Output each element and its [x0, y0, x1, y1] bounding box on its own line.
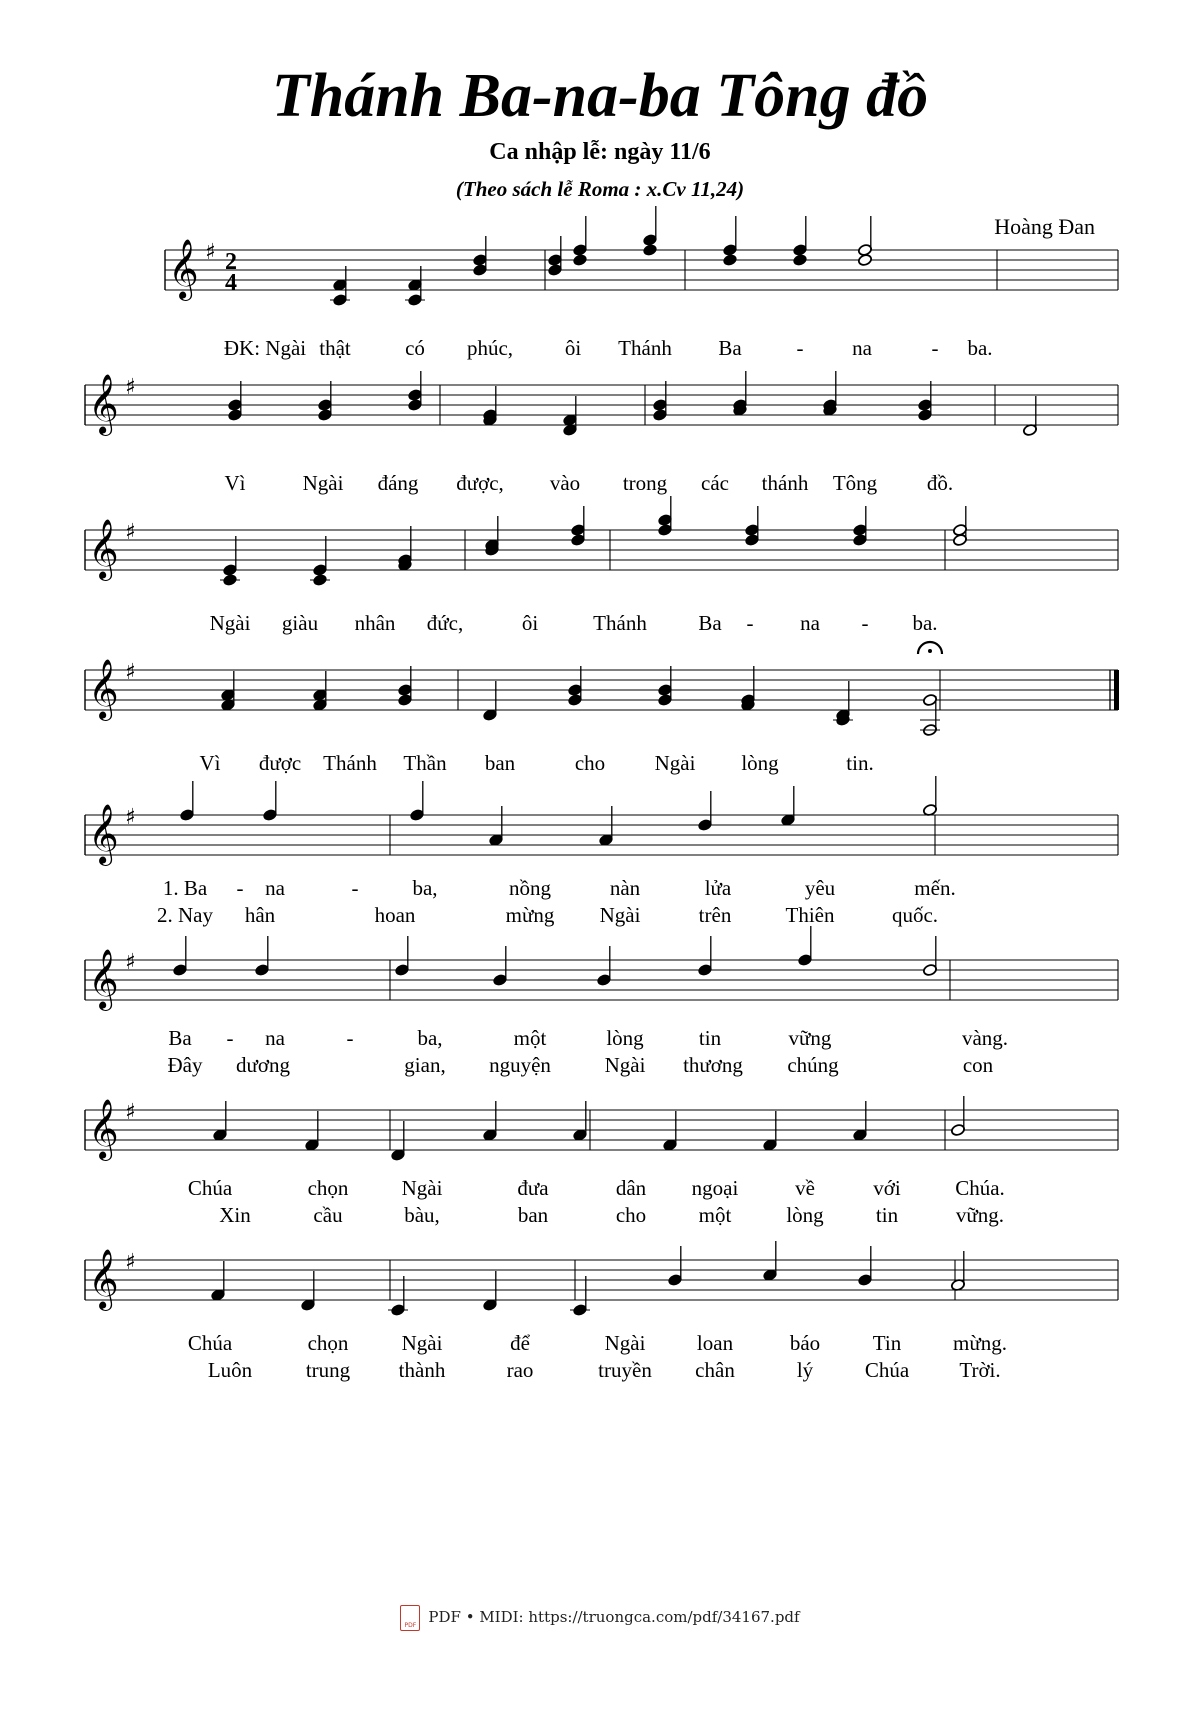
sharp-icon: ♯ — [125, 375, 136, 400]
lyric-syllable: na — [265, 1026, 285, 1050]
lyric-syllable: về — [795, 1176, 815, 1200]
staff-system — [85, 642, 1119, 775]
lyric-syllable: thật — [319, 336, 351, 360]
lyric-syllable: Tin — [872, 1331, 902, 1355]
lyric-syllable: rao — [506, 1358, 534, 1382]
lyric-syllable: đồ. — [926, 471, 954, 495]
lyric-syllable: nàn — [609, 876, 641, 900]
lyric-syllable: báo — [789, 1331, 821, 1355]
lyric-syllable: Chúa — [187, 1176, 233, 1200]
lyric-syllable: Ngài — [599, 903, 641, 927]
lyric-syllable: các — [701, 471, 729, 495]
lyric-syllable: một — [513, 1026, 547, 1050]
lyric-syllable: Đây — [167, 1053, 203, 1077]
final-barline — [1114, 670, 1119, 710]
lyric-syllable: cho — [615, 1203, 647, 1227]
lyric-syllable: Thánh — [593, 611, 647, 635]
lyric-syllable: ban — [517, 1203, 549, 1227]
lyric-syllable: loan — [696, 1331, 734, 1355]
lyric-syllable: chúng — [787, 1053, 839, 1077]
lyric-syllable: mến. — [914, 876, 956, 900]
lyric-syllable: Thánh — [323, 751, 377, 775]
lyric-syllable: na — [265, 876, 285, 900]
lyric-syllable: Ngài — [401, 1176, 443, 1200]
time-signature-bottom: 4 — [225, 270, 237, 296]
staff-system — [85, 371, 1118, 495]
lyric-syllable: Ngài — [654, 751, 696, 775]
lyric-syllable: bàu, — [404, 1203, 440, 1227]
lyric-syllable: với — [873, 1176, 901, 1200]
lyric-syllable: hân — [244, 903, 276, 927]
lyric-syllable: dương — [236, 1053, 290, 1077]
staff-system — [85, 926, 1118, 1077]
lyric-syllable: lý — [796, 1358, 814, 1382]
lyric-syllable: được, — [456, 471, 504, 495]
sharp-icon: ♯ — [125, 950, 136, 975]
lyric-syllable: - — [861, 611, 869, 635]
lyric-syllable: để — [510, 1331, 530, 1355]
treble-clef-icon: 𝄞 — [88, 659, 119, 719]
staff-system — [165, 206, 1118, 360]
lyric-syllable: gian, — [404, 1053, 446, 1077]
lyric-syllable: thương — [683, 1053, 743, 1077]
lyric-syllable: na — [852, 336, 872, 360]
lyric-syllable: - — [346, 1026, 354, 1050]
lyric-syllable: ba, — [417, 1026, 443, 1050]
sharp-icon: ♯ — [125, 1100, 136, 1125]
lyric-syllable: ĐK: Ngài — [223, 336, 307, 360]
lyric-syllable: trên — [698, 903, 732, 927]
lyric-syllable: cầu — [313, 1203, 343, 1227]
lyric-syllable: lòng — [741, 751, 779, 775]
lyric-syllable: Ba — [698, 611, 722, 635]
lyric-syllable: chọn — [307, 1331, 349, 1355]
treble-clef-icon: 𝄞 — [88, 804, 119, 864]
lyric-syllable: cho — [574, 751, 606, 775]
lyric-syllable: - — [351, 876, 359, 900]
lyric-syllable: Chúa. — [955, 1176, 1005, 1200]
lyric-syllable: được — [258, 751, 302, 775]
lyric-syllable: giàu — [281, 611, 319, 635]
treble-clef-icon: 𝄞 — [168, 239, 199, 299]
lyric-syllable: ba. — [967, 336, 993, 360]
lyric-syllable: na — [800, 611, 820, 635]
lyric-syllable: ôi — [564, 336, 582, 360]
lyric-syllable: đưa — [517, 1176, 549, 1200]
lyric-syllable: nồng — [509, 876, 551, 900]
footer-link[interactable]: PDF • MIDI: https://truongca.com/pdf/34167.pdf — [428, 1608, 800, 1626]
lyric-syllable: trong — [622, 471, 668, 495]
lyric-syllable: có — [405, 336, 425, 360]
treble-clef-icon: 𝄞 — [88, 949, 119, 1009]
sharp-icon: ♯ — [125, 805, 136, 830]
lyric-syllable: Ngài — [604, 1331, 646, 1355]
lyric-syllable: Ba — [168, 1026, 192, 1050]
lyric-syllable: Ngài — [209, 611, 251, 635]
composer: Hoàng Đan — [994, 214, 1095, 239]
lyric-syllable: lửa — [704, 876, 732, 900]
treble-clef-icon: 𝄞 — [88, 519, 119, 579]
lyric-syllable: Thiên — [785, 903, 835, 927]
page-title: Thánh Ba-na-ba Tông đồ — [271, 62, 929, 130]
lyric-syllable: phúc, — [466, 336, 514, 360]
lyric-syllable: chọn — [307, 1176, 349, 1200]
lyric-syllable: tin — [875, 1203, 899, 1227]
lyric-syllable: chân — [695, 1358, 735, 1382]
lyric-syllable: đức, — [426, 611, 464, 635]
note-head — [643, 244, 658, 257]
lyric-syllable: Ngài — [401, 1331, 443, 1355]
lyric-syllable: ôi — [521, 611, 539, 635]
time-signature-top: 2 — [225, 249, 237, 275]
footer — [0, 1605, 1200, 1631]
staff-system — [85, 496, 1118, 635]
lyric-syllable: đáng — [377, 471, 419, 495]
lyric-syllable: Trời. — [959, 1358, 1001, 1382]
lyric-syllable: nhân — [354, 611, 396, 635]
lyric-syllable: một — [698, 1203, 732, 1227]
lyric-syllable: Ngài — [604, 1053, 646, 1077]
sharp-icon: ♯ — [125, 660, 136, 685]
treble-clef-icon: 𝄞 — [88, 1099, 119, 1159]
staff-system — [85, 1096, 1118, 1227]
lyric-syllable: Luôn — [207, 1358, 253, 1382]
treble-clef-icon: 𝄞 — [88, 1249, 119, 1309]
lyric-syllable: Chúa — [864, 1358, 910, 1382]
lyric-syllable: Chúa — [187, 1331, 233, 1355]
lyric-syllable: nguyện — [489, 1053, 551, 1077]
fermata-dot — [928, 649, 932, 653]
sharp-icon: ♯ — [125, 1250, 136, 1275]
lyric-syllable: ngoại — [691, 1176, 739, 1200]
lyric-syllable: Xin — [219, 1203, 251, 1227]
staff-system — [85, 1241, 1118, 1382]
lyric-syllable: - — [236, 876, 244, 900]
lyric-syllable: dân — [615, 1176, 647, 1200]
lyric-syllable: ban — [484, 751, 516, 775]
source-note: (Theo sách lễ Roma : x.Cv 11,24) — [455, 177, 745, 201]
pdf-icon[interactable] — [400, 1605, 420, 1631]
lyric-syllable: yêu — [804, 876, 836, 900]
lyric-syllable: mừng. — [953, 1331, 1007, 1355]
lyric-syllable: Thánh — [618, 336, 672, 360]
lyric-syllable: lòng — [606, 1026, 644, 1050]
note-head — [573, 254, 588, 267]
note-head — [723, 254, 738, 267]
lyric-syllable: - — [746, 611, 754, 635]
treble-clef-icon: 𝄞 — [88, 374, 119, 434]
lyric-syllable: lòng — [786, 1203, 824, 1227]
lyric-syllable: quốc. — [891, 903, 939, 927]
lyric-syllable: truyền — [598, 1358, 652, 1382]
lyric-syllable: ba, — [412, 876, 438, 900]
lyric-syllable: 1. Ba — [162, 876, 208, 900]
lyric-syllable: Ngài — [302, 471, 344, 495]
lyric-syllable: vàng. — [961, 1026, 1009, 1050]
lyric-syllable: vững — [788, 1026, 832, 1050]
lyric-syllable: Ba — [718, 336, 742, 360]
note-head — [858, 254, 873, 267]
lyric-syllable: vào — [549, 471, 581, 495]
lyric-syllable: Vì — [224, 471, 246, 495]
lyric-syllable: trung — [305, 1358, 351, 1382]
lyric-syllable: Thần — [403, 751, 447, 775]
lyric-syllable: con — [962, 1053, 994, 1077]
staff-system — [85, 776, 1118, 927]
lyric-syllable: Tông — [832, 471, 878, 495]
lyric-syllable: thành — [398, 1358, 446, 1382]
subtitle: Ca nhập lễ: ngày 11/6 — [489, 139, 711, 165]
lyric-syllable: tin. — [846, 751, 874, 775]
lyric-syllable: hoan — [374, 903, 416, 927]
lyric-syllable: vững. — [955, 1203, 1005, 1227]
lyric-syllable: mừng — [505, 903, 555, 927]
lyric-syllable: thánh — [761, 471, 809, 495]
lyric-syllable: 2. Nay — [157, 903, 213, 927]
sharp-icon: ♯ — [125, 520, 136, 545]
lyric-syllable: - — [931, 336, 939, 360]
note-head — [793, 254, 808, 267]
lyric-syllable: ba. — [912, 611, 938, 635]
lyric-syllable: - — [796, 336, 804, 360]
lyric-syllable: Vì — [199, 751, 221, 775]
lyric-syllable: tin — [698, 1026, 722, 1050]
lyric-syllable: - — [226, 1026, 234, 1050]
sharp-icon: ♯ — [205, 240, 216, 265]
